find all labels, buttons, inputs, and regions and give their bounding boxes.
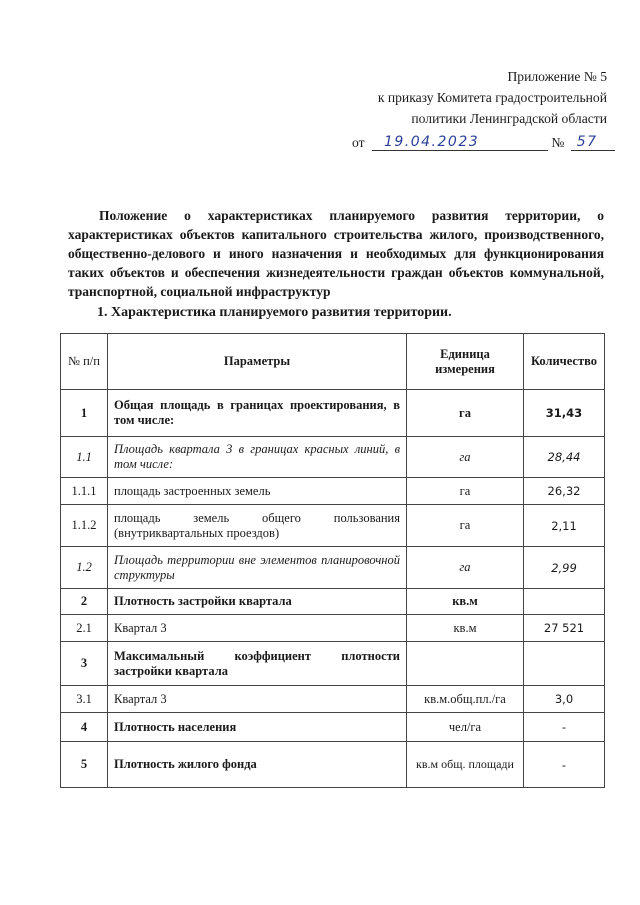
header-qty: Количество	[524, 334, 605, 390]
table-header-row	[61, 334, 605, 390]
row-param: Плотность населения	[108, 713, 407, 742]
header-num: № п/п	[61, 334, 108, 390]
row-param: Квартал 3	[108, 686, 407, 713]
table-row	[61, 547, 605, 589]
order-number: 57	[576, 134, 598, 150]
row-qty: 3,0	[524, 686, 605, 713]
row-num: 1.2	[61, 547, 108, 589]
table-row	[61, 437, 605, 478]
row-qty: -	[524, 713, 605, 742]
row-num: 5	[61, 742, 108, 788]
header-params: Параметры	[108, 334, 407, 390]
row-num: 2	[61, 589, 108, 615]
row-unit: кв.м общ. площади	[407, 742, 524, 788]
row-unit: кв.м.общ.пл./га	[407, 686, 524, 713]
appendix-line-3: политики Ленинградской области	[411, 111, 607, 126]
row-qty: 26,32	[524, 478, 605, 505]
row-param: площадь застроенных земель	[108, 478, 407, 505]
table-row	[61, 642, 605, 686]
row-unit: чел/га	[407, 713, 524, 742]
row-param: Плотность жилого фонда	[108, 742, 407, 788]
table-row	[61, 478, 605, 505]
row-param: Площадь квартала 3 в границах красных линий, в том числе:	[108, 437, 407, 478]
table-row	[61, 713, 605, 742]
row-qty: 2,11	[524, 505, 605, 547]
row-unit: кв.м	[407, 615, 524, 642]
row-qty: 27 521	[524, 615, 605, 642]
row-param: Площадь территории вне элементов планировочной структуры	[108, 547, 407, 589]
row-param: площадь земель общего пользования (внутриквартальных проездов)	[108, 505, 407, 547]
date-underline	[372, 133, 548, 151]
table-row	[61, 615, 605, 642]
section-title: 1. Характеристика планируемого развития территории.	[97, 305, 452, 320]
header-unit: Единица измерения	[407, 334, 524, 390]
row-unit: га	[407, 390, 524, 437]
order-date-line	[352, 133, 615, 151]
row-num: 1.1.2	[61, 505, 108, 547]
row-qty: 2,99	[524, 547, 605, 589]
row-qty: -	[524, 742, 605, 788]
number-underline	[571, 133, 615, 151]
row-unit: га	[407, 547, 524, 589]
table-row	[61, 505, 605, 547]
row-qty: 28,44	[524, 437, 605, 478]
parameters-table	[60, 333, 605, 788]
table-row	[61, 390, 605, 437]
order-date: 19.04.2023	[383, 134, 480, 150]
row-unit: га	[407, 437, 524, 478]
row-unit: кв.м	[407, 589, 524, 615]
row-param: Максимальный коэффициент плотности застройки квартала	[108, 642, 407, 686]
row-num: 3.1	[61, 686, 108, 713]
row-param: Общая площадь в границах проектирования, в том числе:	[108, 390, 407, 437]
table-row	[61, 686, 605, 713]
row-num: 1	[61, 390, 108, 437]
document-heading: Положение о характеристиках планируемого развития территории, о характеристиках объектов капитального строительства жилого, производственного, общественно-делового и иного назначения и необходимых для функционирования таких объектов и обеспечения жизнедеятельности граждан объектов коммунальной, транспортной, социальной инфраструктур	[68, 208, 604, 299]
appendix-line-1: Приложение № 5	[507, 69, 607, 84]
row-num: 1.1	[61, 437, 108, 478]
row-qty	[524, 589, 605, 615]
row-param: Плотность застройки квартала	[108, 589, 407, 615]
number-label: №	[551, 135, 565, 150]
row-qty: 31,43	[524, 390, 605, 437]
row-unit: га	[407, 478, 524, 505]
row-num: 1.1.1	[61, 478, 108, 505]
row-unit: га	[407, 505, 524, 547]
appendix-block	[378, 66, 607, 129]
from-label: от	[352, 135, 365, 150]
row-param: Квартал 3	[108, 615, 407, 642]
row-unit	[407, 642, 524, 686]
row-num: 2.1	[61, 615, 108, 642]
table-row	[61, 742, 605, 788]
row-num: 4	[61, 713, 108, 742]
appendix-line-2: к приказу Комитета градостроительной	[377, 90, 607, 105]
row-num: 3	[61, 642, 108, 686]
row-qty	[524, 642, 605, 686]
table-row	[61, 589, 605, 615]
